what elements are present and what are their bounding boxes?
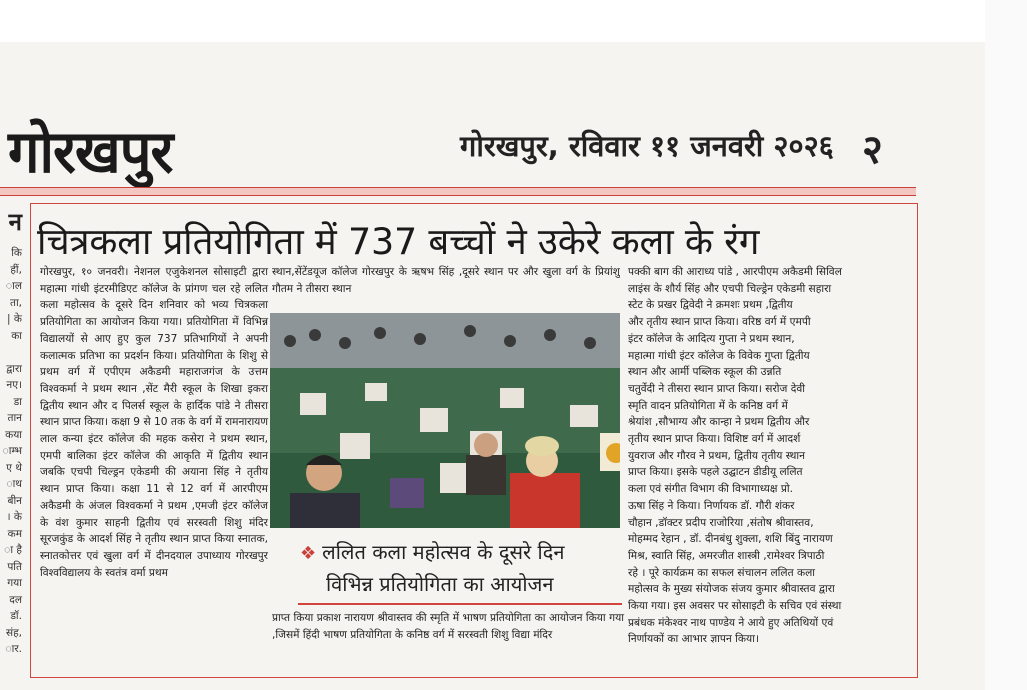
column-3-line: स्टेट के प्रखर द्विवेदी ने क्रमशः प्रथम ,द्वितीय — [628, 299, 793, 312]
column-3-line: चौहान ,डॉक्टर प्रदीप राजोरिया ,संतोष श्रीवास्तव, — [628, 516, 814, 529]
article-headline: चित्रकला प्रतियोगिता में 737 बच्चों ने उकेरे कला के रंग — [37, 220, 760, 263]
adjacent-text-fragment: ार. — [5, 643, 22, 655]
article-photo — [270, 313, 620, 528]
adjacent-text-fragment: ाम्भ — [2, 445, 22, 457]
column-3-line: प्राप्त किया। इसके पहले उद्घाटन डीडीयू ललित — [628, 466, 803, 479]
adjacent-text-fragment: कि — [11, 247, 22, 259]
article-column-2-top: स्थान,सेंटेंडयूज कॉलेज गोरखपुर के ऋषभ सिंह ,दूसरे स्थान पर और खुला वर्ग के प्रियांशु गौतम ने तीसरा स्थान — [272, 266, 620, 295]
article-column-1: गोरखपुर, १० जनवरी। नेशनल एजुकेशनल सोसाइटी द्वारा महात्मा गांधी इंटरमीडिएट कॉलेज के प्रांगण चल रहे ललित कला महोत्सव के दूसरे दिन शनिवार को भव्य चित्रकला प्रतियोगिता का आयोजन किया गया। प्रतियोगिता में विभिन्न विद्यालयों से आए हुए कुल 737 प्रतिभागियों ने अपनी कलात्मक प्रतिभा का प्रदर्शन किया। प्रतियोगिता के शिशु से प्रथम वर्ग में एपीएम अकैडमी महाराजगंज के उत्तम विश्वकर्मा ने प्रथम स्थान ,सेंट मैरी स्कूल के शिखा इकरा द्वितीय स्थान और द पिलर्स स्कूल के हार्दिक पांडे ने तीसरा स्थान प्राप्त किया। कक्षा 9 से 10 तक के वर्ग में रामनारायण लाल कन्या इंटर कॉलेज की महक कसेरा ने प्रथम स्थान, एमपी बालिका इंटर कॉलेज की आकृति में द्वितीय स्थान जबकि एचपी चिल्ड्रन एकेडमी की अयाना सिंह ने तृतीय स्थान प्राप्त किया। कक्षा 11 से 12 वर्ग में आरपीएम अकैडमी के अंजल विश्वकर्मा ने प्रथम ,एमजी इंटर कॉलेज के वंश कुमार साहनी द्वितीय एवं सरस्वती शिशु मंदिर सूरजकुंड के आदर्श सिंह ने तृतीय स्थान प्राप्त किया स्नातक, स्नातकोत्तर एवं खुला वर्ग में दीनदयाल उपाध्याय गोरखपुर विश्वविद्यालय के स्वतंत्र वर्मा प्रथम — [40, 266, 268, 579]
column-3-line: स्मृति वादन प्रतियोगिता में के कनिष्ठ वर्ग में — [628, 399, 788, 412]
adjacent-text-fragment: संह, — [5, 626, 22, 639]
adjacent-column-fragment — [0, 205, 22, 685]
column-3-line: इंटर कॉलेज के आदित्य गुप्ता ने प्रथम स्थान, — [628, 332, 795, 345]
subheadline-line-2: विभिन्न प्रतियोगिता का आयोजन — [326, 572, 554, 596]
adjacent-text-fragment: डा — [13, 395, 22, 408]
adjacent-text-fragment: हीं, — [10, 263, 22, 276]
column-3-line: रहे । पूरे कार्यक्रम का सफल संचालन ललित कला — [628, 566, 816, 579]
dateline: गोरखपुर, रविवार ११ जनवरी २०२६ — [460, 129, 834, 163]
adjacent-text-fragment: नए। — [6, 379, 22, 391]
column-3-line: युवराज और गौरव ने प्रथम, द्वितीय तृतीय स्थान — [628, 449, 806, 462]
column-3-line: निर्णायकों का आभार ज्ञापन किया। — [628, 633, 759, 646]
masthead-rule — [0, 187, 916, 196]
article-column-2-bottom: प्राप्त किया प्रकाश नारायण श्रीवास्तव की स्मृति में भाषण प्रतियोगिता का आयोजन किया गया ,जिसमें हिंदी भाषण प्रतियोगिता के कनिष्ठ वर्ग में सरस्वती शिशु विद्या मंदिर — [272, 612, 624, 641]
column-3-line: लाइंस के शौर्य सिंह और एचपी चिल्ड्रेन एकेडमी सहारा — [628, 282, 832, 295]
adjacent-text-fragment: का — [11, 329, 22, 342]
column-3-line: महात्मा गांधी इंटर कॉलेज के विवेक गुप्ता द्वितीय — [628, 349, 810, 362]
diamond-bullet-icon: ❖ — [300, 543, 317, 564]
adjacent-text-fragment: ा है — [4, 544, 22, 556]
adjacent-text-fragment: डॉ. — [10, 610, 22, 622]
adjacent-text-fragment: ता, — [9, 296, 22, 309]
column-3-line: और तृतीय स्थान प्राप्त किया। वरिष्ठ वर्ग में एमपी — [628, 316, 811, 329]
adjacent-text-fragment: । के — [6, 511, 22, 523]
adjacent-text-fragment: दल — [9, 593, 22, 606]
adjacent-text-fragment — [0, 344, 22, 361]
adjacent-text-fragment: ाल — [5, 280, 22, 292]
column-3-line: किया गया। इस अवसर पर सोसाइटी के सचिव एवं संस्था — [628, 600, 842, 613]
masthead-title: गोरखपुर — [8, 118, 173, 187]
adjacent-text-fragment: कम — [7, 527, 22, 540]
column-3-line: मिश्र, स्वाति सिंह, अमरजीत शास्त्री ,रामेश्वर त्रिपाठी — [628, 549, 825, 562]
page-margin — [985, 0, 1027, 690]
column-3-line: कला एवं संगीत विभाग की विभागाध्यक्ष प्रो. — [628, 483, 793, 496]
column-3-line: पक्की बाग की आराध्य पांडे , आरपीएम अकैडमी सिविल — [628, 266, 842, 278]
column-3-line: स्थान और आर्मी पब्लिक स्कूल की उन्नति — [628, 366, 782, 379]
adjacent-text-fragment: तान — [7, 412, 22, 424]
page-number: २ — [862, 127, 883, 173]
adjacent-text-fragment: द्वारा — [6, 362, 22, 375]
adjacent-text-fragment: गया — [7, 577, 22, 589]
adjacent-text-fragment: ाथ — [6, 478, 22, 490]
column-3-line: ऊषा सिंह ने किया। निर्णायक डॉ. गौरी शंकर — [628, 499, 795, 512]
subheadline-line-1: ❖ ललित कला महोत्सव के दूसरे दिन — [300, 540, 565, 564]
column-3-line: मोहम्मद रेहान , डॉ. दीनबंधु शुक्ला, शशि बिंदु नारायण — [628, 533, 833, 546]
column-3-line: महोत्सव के मुख्य संयोजक संजय कुमार श्रीवास्तव द्वारा — [628, 583, 835, 596]
adjacent-text-fragment: | के — [7, 313, 22, 325]
adjacent-text-fragment: कया — [5, 428, 22, 441]
column-3-line: चतुर्वेदी ने तीसरा स्थान प्राप्त किया। सरोज देवी — [628, 382, 806, 395]
adjacent-text-fragment: ए थे — [6, 461, 22, 474]
column-3-line: प्रबंधक मंकेश्वर नाथ पाण्डेय ने आये हुए अतिथियों एवं — [628, 616, 834, 629]
photo-children-painting — [270, 313, 620, 528]
adjacent-text-lines — [0, 245, 22, 658]
article-column-3 — [628, 264, 914, 648]
adjacent-headline-fragment: न — [8, 208, 22, 236]
subheadline-box — [298, 535, 622, 605]
column-3-line: श्रेयांश ,सौभाग्य और कान्हा ने प्रथम द्वितीय और — [628, 416, 810, 429]
adjacent-text-fragment: पति — [7, 560, 22, 573]
column-3-line: तृतीय स्थान प्राप्त किया। विशिष्ट वर्ग में आदर्श — [628, 433, 801, 446]
adjacent-text-fragment: बीन — [7, 494, 22, 507]
